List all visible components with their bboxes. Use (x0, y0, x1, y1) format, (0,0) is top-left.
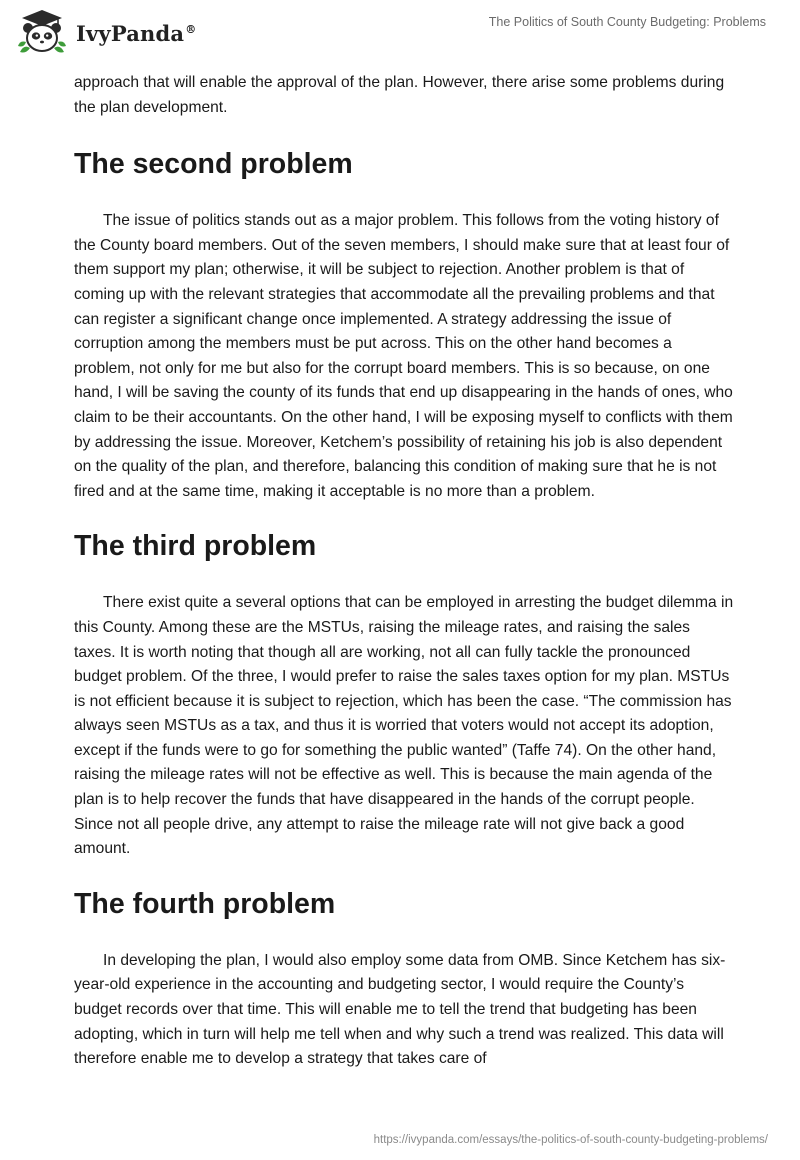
essay-body (74, 71, 734, 1097)
intro-paragraph: approach that will enable the approval of the plan. However, there arise some problems during the plan development. (74, 74, 725, 116)
panda-logo-icon (14, 8, 70, 58)
brand-name: IvyPanda® (76, 20, 197, 46)
section-heading: The third problem (74, 530, 317, 563)
section-heading: The fourth problem (74, 887, 336, 920)
document-title: The Politics of South County Budgeting: Problems (488, 15, 766, 29)
ivypanda-logo[interactable] (14, 8, 196, 58)
section-paragraph: In developing the plan, I would also employ some data from OMB. Since Ketchem has six-year-old experience in the accounting and budgeting sector, I would require the County’s budget records over that time. This will enable me to tell the trend that budgeting has been adopting, which in turn will help me tell when and why such a trend was realized. This data will therefore enable me to develop a strategy that takes care of (74, 951, 726, 1068)
section-heading: The second problem (74, 148, 353, 181)
source-url[interactable]: https://ivypanda.com/essays/the-politics-of-south-county-budgeting-problems/ (373, 1134, 768, 1146)
registered-mark: ® (185, 22, 197, 36)
section-paragraph: There exist quite a several options that can be employed in arresting the budget dilemma in this County. Among these are the MSTUs, raising the mileage rates, and raising the sales taxes. It is worth noting that though all are working, not all can fully tackle the pronounced budget problem. Of the three, I would prefer to raise the sales taxes option for my plan. MSTUs is not efficient because it is subject to rejection, which has been the case. “The commission has always seen MSTUs as a tax, and thus it is worried that voters would not accept its adoption, except if the funds were to go for something the public wanted” (Taffe 74). On the other hand, raising the mileage rates will not be effective as well. This is because the main agenda of the plan is to help recover the funds that have disappeared in the hands of the corrupt people. Since not all people drive, any attempt to raise the mileage rate will not give back a good amount. (74, 594, 734, 858)
section-second-problem (74, 147, 734, 504)
section-fourth-problem (74, 887, 734, 1072)
page-header (0, 0, 800, 72)
section-third-problem (74, 529, 734, 862)
section-paragraph: The issue of politics stands out as a major problem. This follows from the voting history of the County board members. Out of the seven members, I should make sure that at least four of them support my plan; otherwise, it will be subject to rejection. Another problem is that of coming up with the relevant strategies that accommodate all the prevailing problems and that can register a significant change once implemented. A strategy addressing the issue of corruption among the members must be put across. This on the other hand becomes a problem, not only for me but also for the corrupt board members. This is so because, on one hand, I will be saving the county of its funds that end up disappearing in the hands of ones, who claim to be their accountants. On the other hand, I will be exposing myself to conflicts with them by addressing the issue. Moreover, Ketchem’s possibility of retaining his job is also dependent on the quality of the plan, and therefore, balancing this condition of making sure that he is not fired and at the same time, making it acceptable is no more than a problem. (74, 212, 733, 500)
